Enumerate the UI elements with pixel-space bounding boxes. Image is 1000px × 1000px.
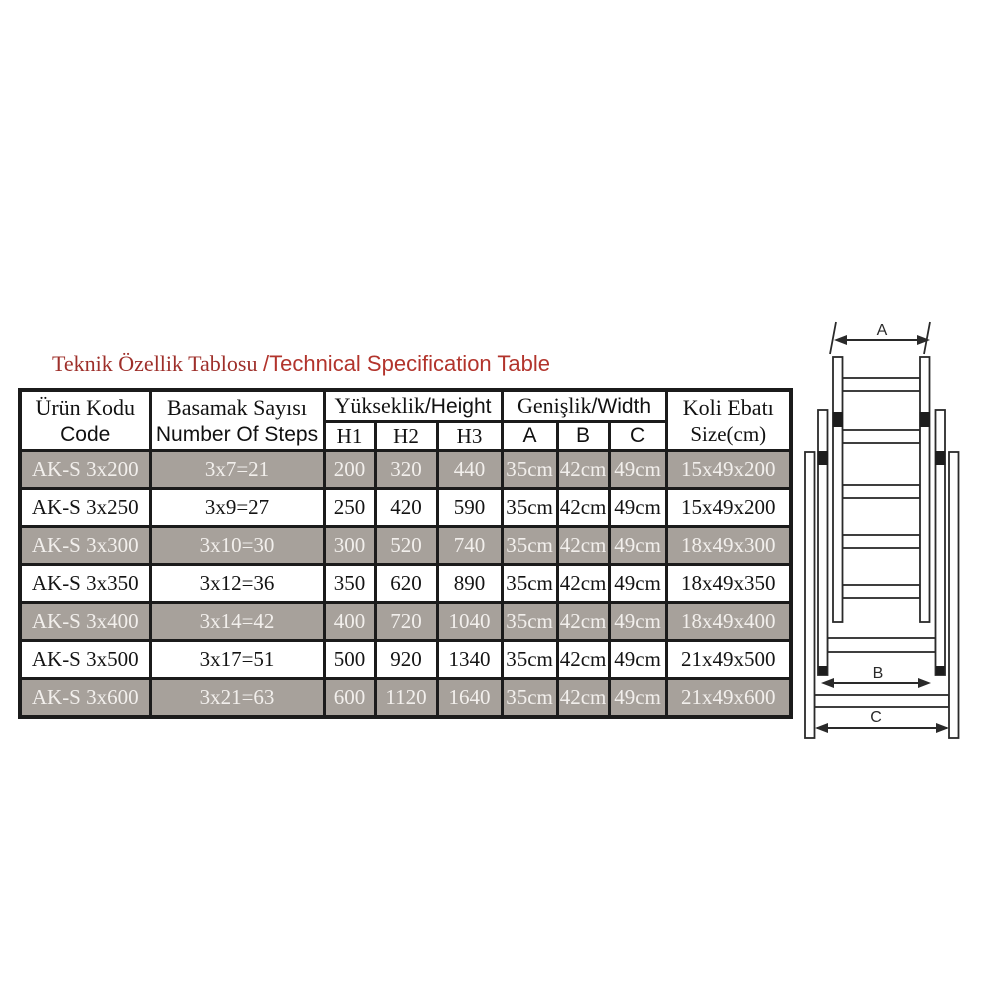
table-cell: 620 [375,565,437,603]
table-cell: AK-S 3x400 [20,603,150,641]
table-cell: 350 [324,565,375,603]
ladder-diagram [802,300,962,750]
table-cell: 3x17=51 [150,641,324,679]
dimension-b [821,665,931,688]
header-h2: H2 [375,422,437,451]
header-package-tr: Koli Ebatı [682,394,774,420]
table-cell: 920 [375,641,437,679]
table-cell: 42cm [557,527,609,565]
header-width-group [502,390,666,422]
table-cell: 3x12=36 [150,565,324,603]
table-cell: 1340 [437,641,502,679]
table-cell: 590 [437,489,502,527]
table-cell: 740 [437,527,502,565]
table-cell: 3x10=30 [150,527,324,565]
page-title [52,351,550,377]
header-c: C [609,422,666,451]
table-cell: 49cm [609,679,666,717]
table-row [20,451,791,489]
header-product-code [20,390,150,451]
ladder-inner-rungs [843,378,921,598]
table-cell: 49cm [609,641,666,679]
spec-table [18,388,793,719]
table-row [20,489,791,527]
table-cell: 42cm [557,641,609,679]
table-cell: 3x9=27 [150,489,324,527]
table-cell: 18x49x350 [666,565,791,603]
table-cell: 49cm [609,527,666,565]
table-cell: 35cm [502,565,557,603]
table-cell: 35cm [502,489,557,527]
header-width-en: /Width [591,395,652,418]
table-cell: 520 [375,527,437,565]
table-cell: 500 [324,641,375,679]
table-cell: AK-S 3x350 [20,565,150,603]
table-cell: 600 [324,679,375,717]
header-a: A [502,422,557,451]
table-cell: 200 [324,451,375,489]
table-cell: 35cm [502,641,557,679]
header-width-tr: Genişlik [516,393,592,418]
table-cell: AK-S 3x250 [20,489,150,527]
table-cell: 42cm [557,451,609,489]
table-cell: 890 [437,565,502,603]
table-row [20,527,791,565]
header-product-code-en: Code [60,422,111,446]
table-cell: 250 [324,489,375,527]
title-turkish: Teknik Özellik Tablosu [52,351,263,376]
dimension-b-label: B [872,665,884,682]
table-cell: AK-S 3x300 [20,527,150,565]
table-cell: 1040 [437,603,502,641]
header-h1: H1 [324,422,375,451]
table-body [20,451,791,717]
table-cell: 400 [324,603,375,641]
table-cell: 42cm [557,603,609,641]
ladder-outer-rung [815,695,950,707]
table-row [20,565,791,603]
table-cell: 18x49x300 [666,527,791,565]
table-cell: 35cm [502,451,557,489]
table-cell: 18x49x400 [666,603,791,641]
table-cell: 49cm [609,489,666,527]
table-header [20,390,791,451]
table-cell: 3x7=21 [150,451,324,489]
table-cell: 49cm [609,451,666,489]
table-cell: 35cm [502,603,557,641]
table-cell: 720 [375,603,437,641]
table-cell: 21x49x500 [666,641,791,679]
table-cell: 300 [324,527,375,565]
header-height-group [324,390,502,422]
header-package [666,390,791,451]
ladder-middle-rung [828,638,936,652]
table-cell: 21x49x600 [666,679,791,717]
table-cell: 420 [375,489,437,527]
table-cell: 440 [437,451,502,489]
dimension-c [815,709,949,733]
header-steps-en: Number Of Steps [155,422,319,446]
header-product-code-tr: Ürün Kodu [35,394,136,420]
table-cell: 42cm [557,489,609,527]
header-h3: H3 [437,422,502,451]
table-cell: 35cm [502,679,557,717]
table-cell: 49cm [609,603,666,641]
dimension-c-label: C [870,709,882,726]
table-cell: 35cm [502,527,557,565]
table-row [20,679,791,717]
table-cell: 42cm [557,565,609,603]
table-cell: AK-S 3x600 [20,679,150,717]
table-cell: AK-S 3x500 [20,641,150,679]
table-cell: 15x49x200 [666,489,791,527]
dimension-a-label: A [876,322,888,339]
header-steps [150,390,324,451]
table-row [20,603,791,641]
header-b: B [557,422,609,451]
table-cell: 49cm [609,565,666,603]
header-package-en: Size(cm) [690,421,767,446]
table-cell: 3x14=42 [150,603,324,641]
header-height-tr: Yükseklik [334,393,425,418]
table-cell: 1120 [375,679,437,717]
dimension-a [830,322,930,354]
table-cell: AK-S 3x200 [20,451,150,489]
table-cell: 15x49x200 [666,451,791,489]
header-height-en: /Height [424,395,492,418]
title-english: /Technical Specification Table [262,351,550,376]
table-cell: 42cm [557,679,609,717]
header-steps-tr: Basamak Sayısı [167,394,307,420]
table-cell: 3x21=63 [150,679,324,717]
table-cell: 1640 [437,679,502,717]
table-cell: 320 [375,451,437,489]
table-row [20,641,791,679]
